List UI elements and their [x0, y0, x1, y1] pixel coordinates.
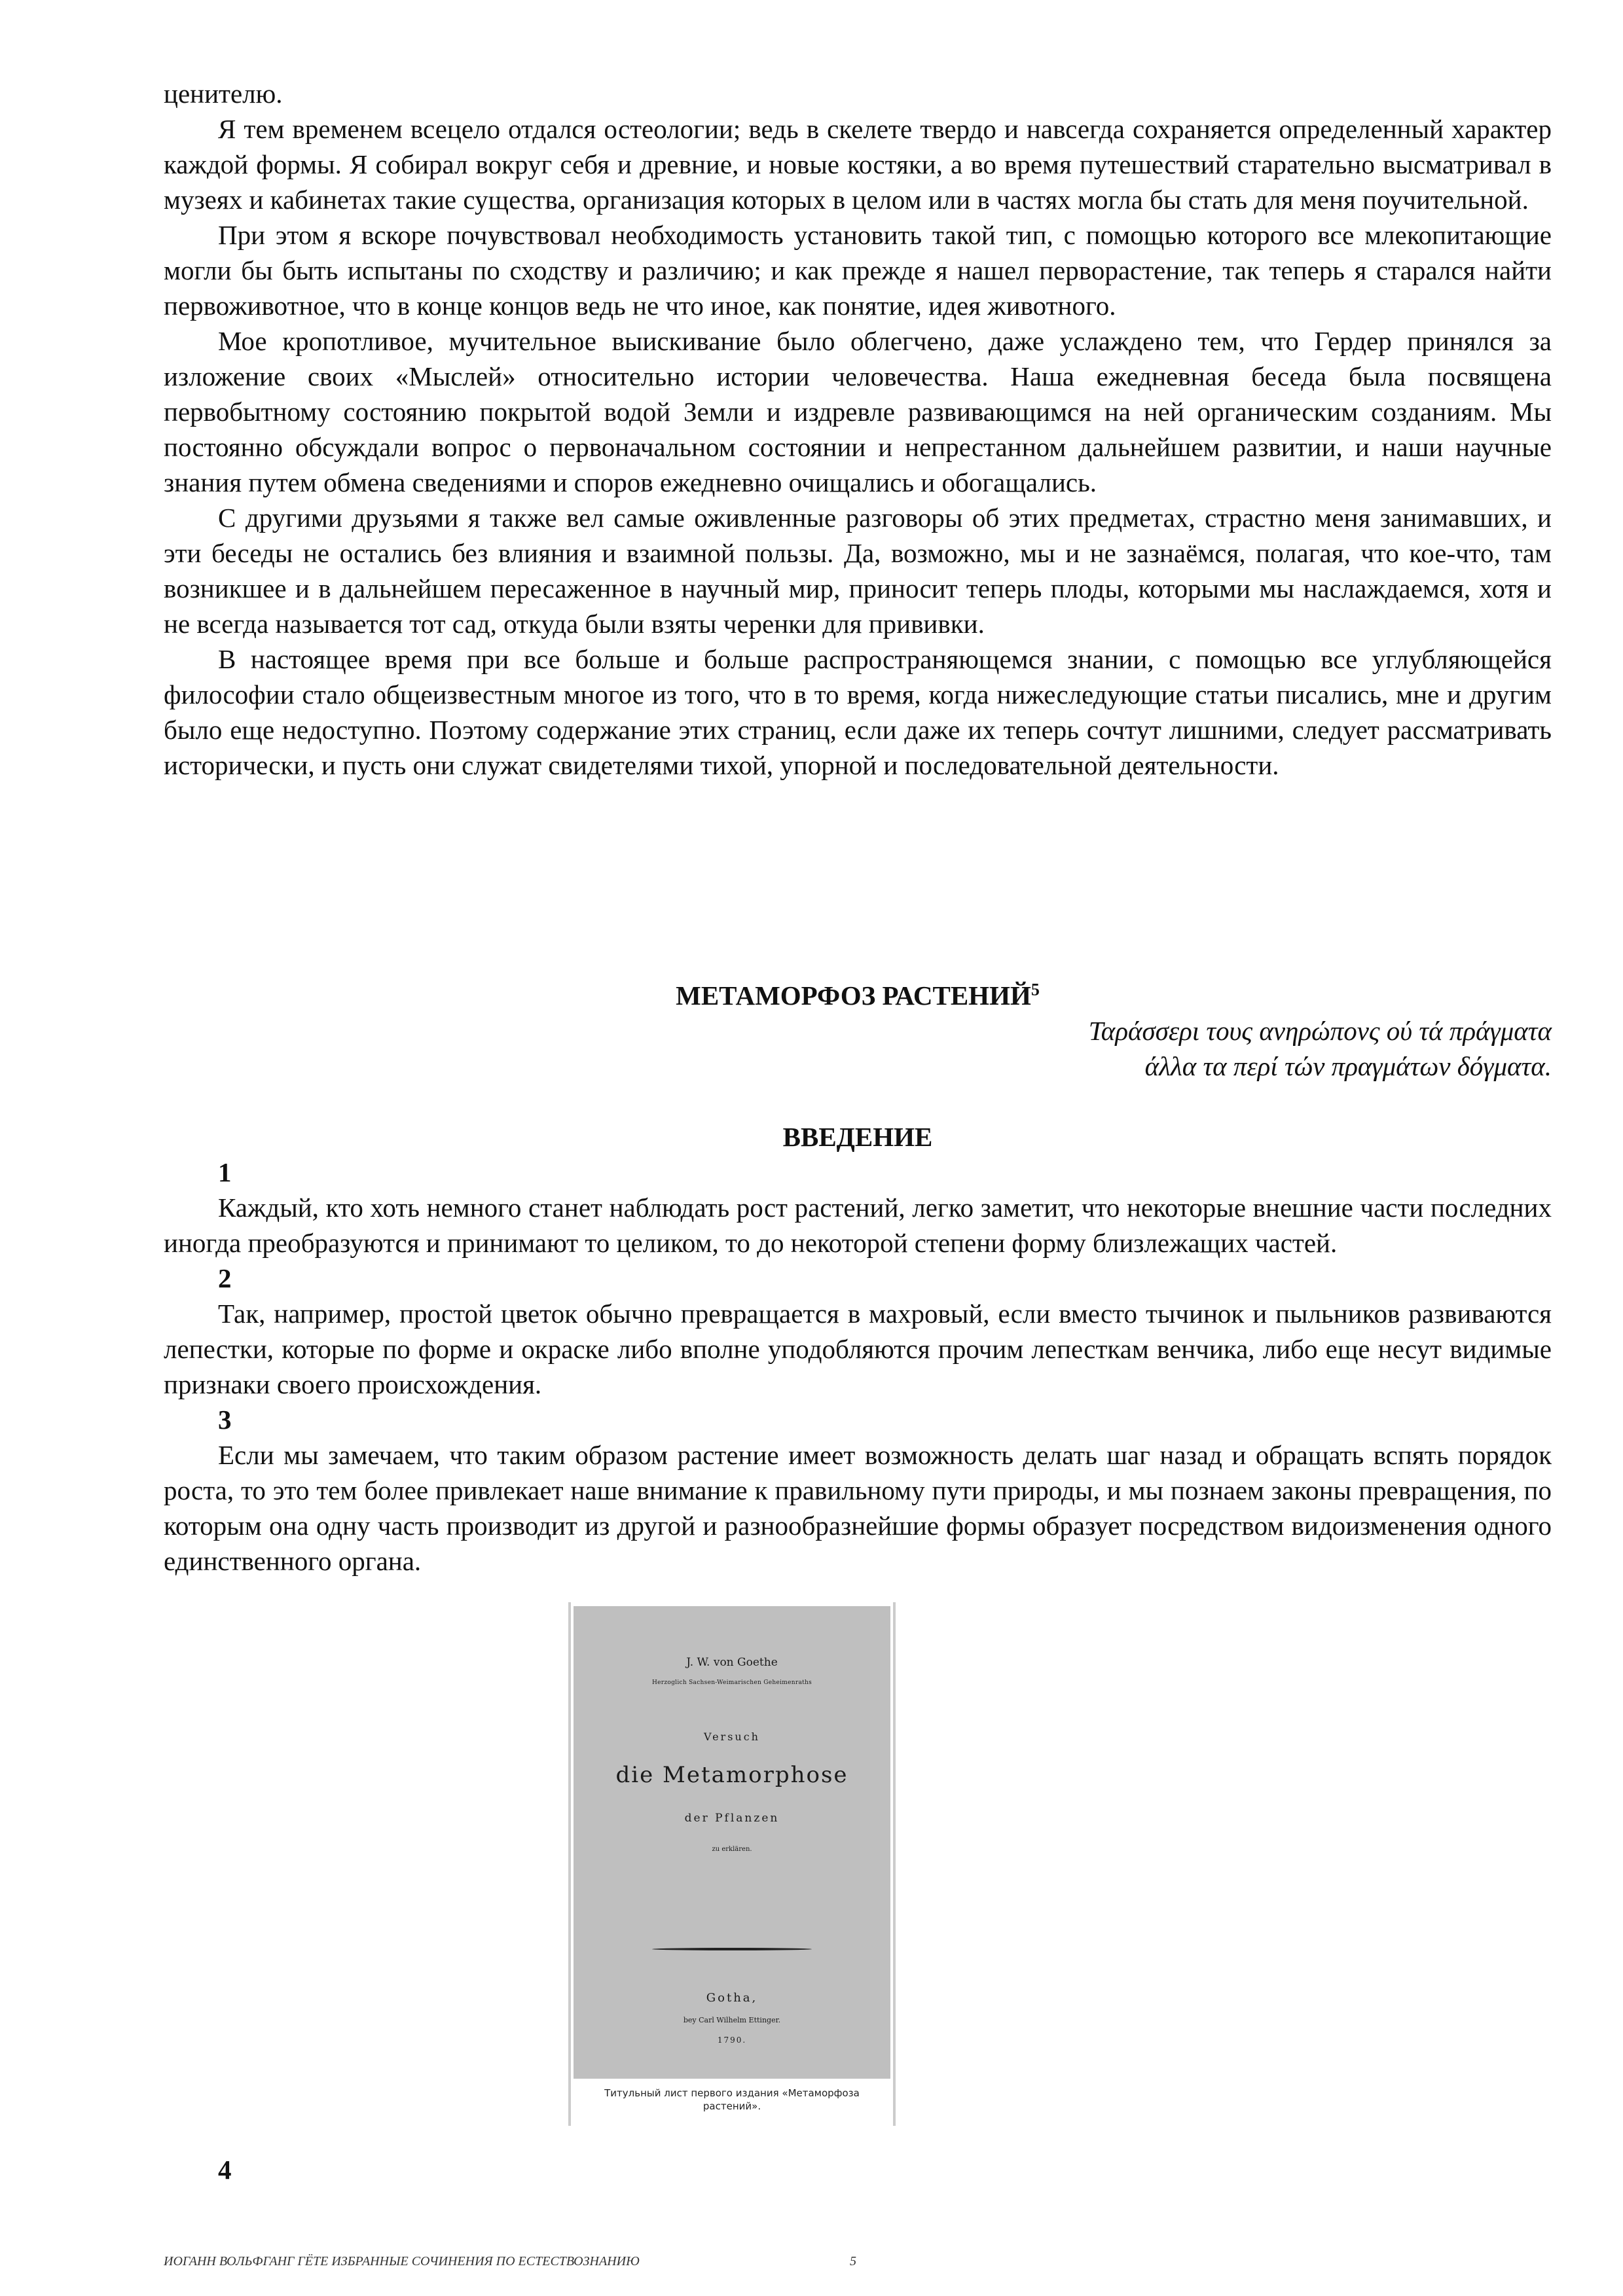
figure-edge [893, 1602, 896, 2126]
item-number: 1 [218, 1157, 232, 1187]
epigraph [1089, 1013, 1552, 1084]
item-number: 2 [218, 1263, 232, 1293]
paragraph: С другими друзьями я также вел самые оживленные разговоры об этих предметах, страстно меня занимавших, и эти беседы не остались без влияния и взаимной пользы. Да, возможно, мы и не зазнаёмся, полагая, что кое-что, там возникшее и в дальнейшем пересаженное в научный мир, приносит теперь плоды, которыми мы наслаждаемся, хотя и не всегда называется тот сад, откуда были взяты черенки для прививки. [164, 503, 1552, 639]
page-number: 5 [850, 2254, 856, 2269]
paragraph: Я тем временем всецело отдался остеологии; ведь в скелете твердо и навсегда сохраняется определенный характер каждой формы. Я собирал вокруг себя и древние, и новые костяки, а во время путешествий старательно высматривал в музеях и кабинетах такие существа, организация которых в целом или в частях могла бы стать для меня поучительной. [164, 114, 1552, 215]
title-page-figure [568, 1602, 896, 2126]
body-text [164, 76, 1552, 783]
item-paragraph: Каждый, кто хоть немного станет наблюдать рост растений, легко заметит, что некоторые внешние части последних иногда преобразуются и принимают то целиком, то до некоторой степени форму близлежащих частей. [164, 1193, 1552, 1258]
figure-line: die Metamorphose [615, 1762, 848, 1788]
item-number: 3 [218, 1405, 232, 1435]
figure-rule [652, 1948, 812, 1950]
figure-caption: Титульный лист первого издания «Метаморфоза растений». [604, 2087, 860, 2112]
figure-edge [568, 1602, 571, 2126]
item-paragraph: Так, например, простой цветок обычно превращается в махровый, если вместо тычинок и пыльников развиваются лепестки, которые по форме и окраске либо вполне уподобляются прочим лепесткам венчика, либо еще несут видимые признаки своего происхождения. [164, 1299, 1552, 1399]
running-title: ИОГАНН ВОЛЬФГАНГ ГЁТЕ ИЗБРАННЫЕ СОЧИНЕНИЯ ПО ЕСТЕСТВОЗНАНИЮ [164, 2254, 640, 2269]
introduction-heading: ВВЕДЕНИЕ [782, 1122, 933, 1152]
title-page-image [574, 1606, 890, 2079]
figure-city: Gotha, [706, 1991, 758, 2005]
figure-year: 1790. [717, 2036, 747, 2045]
figure-rank: Herzoglich Sachsen-Weimarischen Geheimenraths [651, 1679, 812, 1686]
figure-publisher: bey Carl Wilhelm Ettinger. [683, 2016, 781, 2024]
epigraph-line: άλλα τα περί τών πραγμάτων δόγματα. [1144, 1051, 1552, 1081]
footnote-mark[interactable]: 5 [1030, 980, 1040, 999]
item-paragraph: Если мы замечаем, что таким образом растение имеет возможность делать шаг назад и обращать вспять порядок роста, то это тем более привлекает наше внимание к правильному пути природы, и мы познаем законы превращения, по которым она одну часть производит из другой и разнообразнейшие формы образует посредством видоизменения одного единственного органа. [164, 1440, 1552, 1576]
figure-line: Versuch [704, 1731, 760, 1743]
figure-author: J. W. von Goethe [686, 1656, 778, 1669]
section-title-text: МЕТАМОРФОЗ РАСТЕНИЙ [676, 980, 1031, 1011]
item-number: 4 [218, 2155, 232, 2185]
paragraph: В настоящее время при все больше и больше распространяющемся знании, с помощью все углубляющейся философии стало общеизвестным многое из того, что в то время, когда нижеследующие статьи писались, мне и другим было еще недоступно. Поэтому содержание этих страниц, если даже их теперь сочтут лишними, следует рассматривать исторически, и пусть они служат свидетелями тихой, упорной и последовательной деятельности. [164, 644, 1552, 780]
figure-line: zu erklären. [712, 1846, 752, 1853]
paragraph: ценителю. [164, 79, 283, 109]
epigraph-line: Ταράσσερι τους ανηρώπονς ού τά πράγματα [1088, 1016, 1552, 1046]
paragraph: Мое кропотливое, мучительное выискивание было облегчено, даже услаждено тем, что Гердер принялся за изложение своих «Мыслей» относительно истории человечества. Наша ежедневная беседа была посвящена первобытному состоянию покрытой водой Земли и издревле развивающимся на ней органическим созданиям. Мы постоянно обсуждали вопрос о первоначальном состоянии и непрестанном дальнейшем развитии, и наши научные знания путем обмена сведениями и споров ежедневно очищались и обогащались. [164, 326, 1552, 497]
introduction-continued [164, 2152, 1552, 2187]
paragraph: При этом я вскоре почувствовал необходимость установить такой тип, с помощью которого все млекопитающие могли бы быть испытаны по сходству и различию; и как прежде я нашел перворастение, так теперь я старался найти первоживотное, что в конце концов ведь не что иное, как понятие, идея животного. [164, 220, 1552, 321]
figure-line: der Pflanzen [684, 1812, 780, 1825]
introduction-text [164, 1155, 1552, 1579]
section-title [164, 978, 1552, 1013]
